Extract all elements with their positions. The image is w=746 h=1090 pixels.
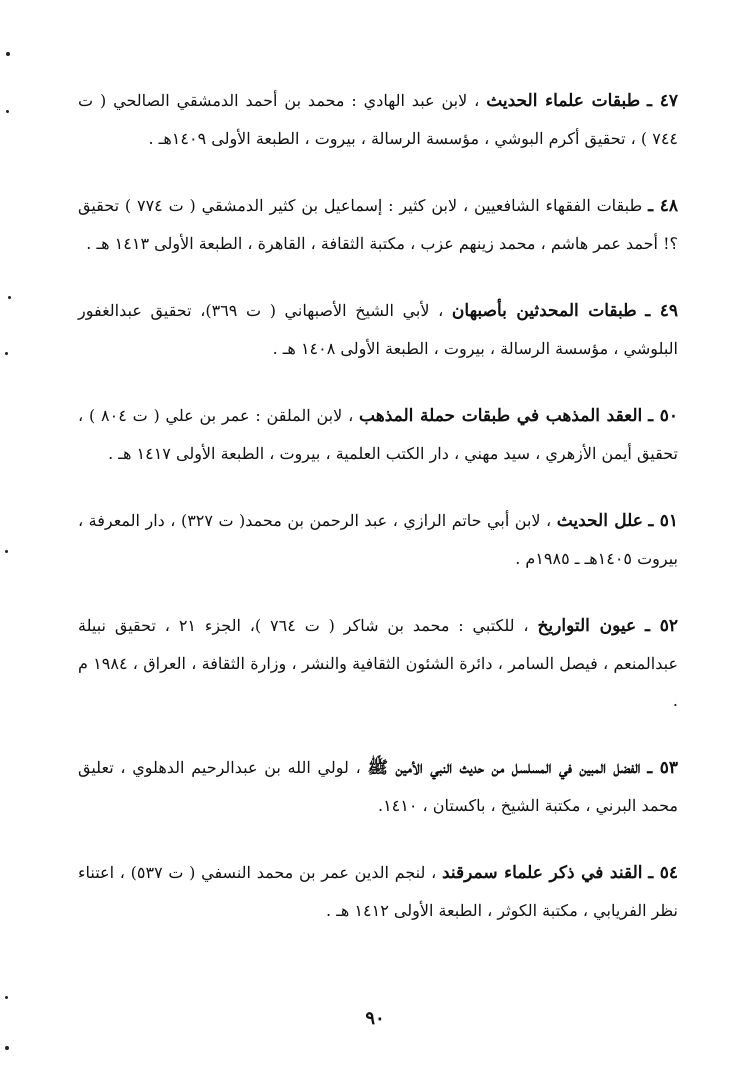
entry-details: ، لابن عبد الهادي : محمد بن أحمد الدمشقي الصالحي ( ت ٧٤٤ ) ، تحقيق أكرم البوشي ، مؤسسة الرسالة ، بيروت ، الطبعة الأولى ١٤٠٩هـ . [78, 91, 678, 148]
entry-title: علل الحديث [556, 511, 643, 531]
entry-number: ٤٧ ـ [647, 91, 679, 111]
bibliography-entry [78, 502, 678, 577]
bibliography-entry [78, 292, 678, 367]
bibliography-entry [78, 749, 678, 824]
entry-details: ، لابن الملقن : عمر بن علي ( ت ٨٠٤ ) ، تحقيق أيمن الأزهري ، سيد مهني ، دار الكتب العلمية ، بيروت ، الطبعة الأولى ١٤١٧ هـ . [78, 406, 678, 463]
entry-title: القند في ذكر علماء سمرقند [441, 863, 643, 883]
entry-number: ٥٤ ـ [648, 863, 678, 883]
entry-number: ٤٨ ـ [648, 196, 678, 216]
entry-number: ٥٣ ـ [647, 758, 679, 778]
bibliography-list [78, 82, 678, 929]
entry-title: طبقات المحدثين بأصبهان [451, 301, 637, 321]
entry-details: طبقات الفقهاء الشافعيين ، لابن كثير : إسماعيل بن كثير الدمشقي ( ت ٧٧٤ ) تحقيق ؟! أحمد عمر هاشم ، محمد زينهم عزب ، مكتبة الثقافة ، القاهرة ، الطبعة الأولى ١٤١٣ هـ . [78, 196, 678, 253]
bibliography-entry [78, 187, 678, 262]
bibliography-entry [78, 607, 678, 719]
margin-mark [5, 550, 8, 553]
margin-mark [5, 996, 8, 999]
entry-number: ٥١ ـ [648, 511, 678, 531]
entry-title: العقد المذهب في طبقات حملة المذهب [359, 406, 643, 426]
margin-mark [6, 52, 10, 56]
entry-details: ، لأبي الشيخ الأصبهاني ( ت ٣٦٩)، تحقيق عبدالغفور البلوشي ، مؤسسة الرسالة ، بيروت ، الطبعة الأولى ١٤٠٨ هـ . [78, 301, 678, 358]
margin-mark [8, 296, 11, 299]
entry-number: ٤٩ ـ [645, 301, 678, 321]
margin-mark [6, 110, 9, 113]
margin-mark [5, 352, 8, 355]
bibliography-entry [78, 397, 678, 472]
margin-mark [5, 1046, 9, 1050]
entry-details: ، لابن أبي حاتم الرازي ، عبد الرحمن بن محمد( ت ٣٢٧) ، دار المعرفة ، بيروت ١٤٠٥هـ ـ ١٩٨٥م . [78, 511, 678, 568]
entry-details: ، لنجم الدين عمر بن محمد النسفي ( ت ٥٣٧) ، اعتناء نظر الفريابي ، مكتبة الكوثر ، الطبعة الأولى ١٤١٢ هـ . [78, 863, 678, 920]
bibliography-entry [78, 854, 678, 929]
bibliography-entry [78, 82, 678, 157]
entry-title: الفضل المبين في المسلسل من حديث النبي الأمين ﷺ [367, 758, 641, 778]
entry-details: ، لولي الله بن عبدالرحيم الدهلوي ، تعليق محمد البرني ، مكتبة الشيخ ، باكستان ، ١٤١٠. [78, 758, 678, 815]
entry-number: ٥٢ ـ [645, 616, 678, 636]
entry-number: ٥٠ ـ [648, 406, 678, 426]
entry-title: عيون التواريخ [537, 616, 637, 636]
page-number: ٩٠ [365, 1008, 385, 1029]
entry-details: ، للكتبي : محمد بن شاكر ( ت ٧٦٤ )، الجزء ٢١ ، تحقيق نبيلة عبدالمنعم ، فيصل السامر ، دائرة الشئون الثقافية والنشر ، وزارة الثقافة ، العراق ، ١٩٨٤ م . [78, 616, 678, 710]
entry-title: طبقات علماء الحديث [486, 91, 641, 111]
